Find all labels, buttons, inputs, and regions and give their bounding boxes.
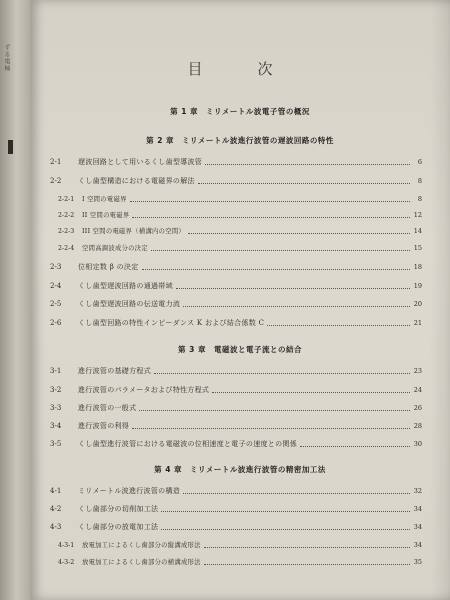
page-title: 目 次 (187, 60, 293, 78)
toc-entry[interactable] (50, 401, 422, 413)
dot-leader (161, 528, 410, 530)
section-title: 進行波管の一般式 (78, 404, 137, 412)
dot-leader (183, 492, 410, 494)
section-title: くし歯型遅波回路の通過帯域 (78, 282, 173, 290)
page-number: 34 (413, 541, 422, 549)
dot-leader (142, 268, 411, 270)
dot-leader (204, 546, 410, 548)
facing-page-edge (0, 0, 30, 600)
section-title: 空間高調波成分の決定 (82, 245, 148, 252)
page-number: 18 (413, 263, 422, 271)
section-title: 遅波回路として用いるくし歯型導波管 (78, 158, 203, 166)
page-number: 23 (413, 367, 422, 375)
page-number: 15 (413, 244, 422, 252)
page-number: 24 (413, 386, 422, 394)
section-number: 2-1 (50, 158, 62, 166)
page-number: 35 (413, 558, 422, 566)
dot-leader (132, 427, 410, 429)
page-number: 6 (417, 158, 422, 166)
section-title: 放電加工によるくし歯部分の横溝成形法 (82, 559, 201, 566)
toc-subentry[interactable] (50, 538, 422, 550)
toc-entry[interactable] (50, 260, 422, 272)
page-number: 32 (413, 487, 422, 495)
dot-leader (161, 510, 410, 512)
toc-subentry[interactable] (50, 208, 422, 220)
section-title: くし歯型進行波管における電磁波の位相速度と電子の速度との関係 (78, 440, 297, 448)
page-number: 28 (413, 422, 422, 430)
toc-entry[interactable] (50, 364, 422, 376)
page-number: 34 (413, 505, 422, 513)
section-title: II 空間の電磁界 (82, 212, 130, 219)
page-number: 21 (413, 319, 422, 327)
chapter-heading: 第 4 章 ミリメートル波進行波管の精密加工法 (154, 465, 326, 474)
section-number: 4-3-1 (58, 542, 75, 549)
dot-leader (151, 249, 410, 251)
page-number: 8 (417, 177, 422, 185)
dot-leader (198, 182, 410, 184)
section-title: III 空間の電磁界（横溝内の空間） (82, 228, 186, 235)
section-title: ミリメートル波進行波管の構造 (78, 487, 181, 495)
chapter-heading: 第 2 章 ミリメートル波進行波管の遅波回路の特性 (146, 136, 334, 145)
dot-leader (300, 445, 410, 447)
section-title: くし歯部分の切削加工法 (78, 505, 159, 513)
section-title: くし歯部分の放電加工法 (78, 523, 159, 531)
dot-leader (267, 324, 410, 326)
section-number: 2-2-2 (58, 212, 75, 219)
page-number: 26 (413, 404, 422, 412)
section-number: 3-5 (50, 440, 62, 448)
dot-leader (204, 563, 410, 565)
page-number: 30 (413, 440, 422, 448)
section-number: 2-3 (50, 263, 62, 271)
toc-entry[interactable] (50, 437, 422, 449)
section-title: くし歯型構造における電磁界の解法 (78, 177, 195, 185)
facing-page-text: ずる電極 (3, 44, 10, 72)
section-title: 進行波管のパラメータおよび特性方程式 (78, 386, 210, 394)
section-number: 2-2 (50, 177, 62, 185)
dot-leader (183, 305, 410, 307)
toc-entry[interactable] (50, 502, 422, 514)
page-number: 20 (413, 300, 422, 308)
section-number: 4-1 (50, 487, 62, 495)
toc-subentry[interactable] (50, 241, 422, 253)
chapter-heading: 第 3 章 電磁波と電子流との結合 (178, 345, 302, 354)
dot-leader (130, 200, 410, 202)
section-number: 3-2 (50, 386, 62, 394)
section-title: くし歯型遅波回路の伝送電力流 (78, 300, 181, 308)
facing-page-mark (8, 140, 13, 154)
dot-leader (154, 372, 410, 374)
dot-leader (139, 409, 410, 411)
section-number: 2-6 (50, 319, 62, 327)
section-number: 2-4 (50, 282, 62, 290)
toc-entry[interactable] (50, 316, 422, 328)
dot-leader (176, 287, 410, 289)
dot-leader (132, 216, 410, 218)
section-title: I 空間の電磁界 (82, 196, 127, 203)
toc-entry[interactable] (50, 279, 422, 291)
dot-leader (188, 232, 410, 234)
toc-entry[interactable] (50, 419, 422, 431)
toc-subentry[interactable] (50, 192, 422, 204)
toc-subentry[interactable] (50, 555, 422, 567)
section-number: 2-2-3 (58, 228, 75, 235)
page-number: 14 (413, 227, 422, 235)
toc-subentry[interactable] (50, 224, 422, 236)
dot-leader (205, 163, 410, 165)
section-title: 進行波管の基礎方程式 (78, 367, 151, 375)
section-number: 4-3 (50, 523, 62, 531)
section-title: 進行波管の利得 (78, 422, 130, 430)
toc-entry[interactable] (50, 520, 422, 532)
section-number: 2-2-4 (58, 245, 75, 252)
page-edge-shadow (430, 0, 450, 600)
section-number: 3-4 (50, 422, 62, 430)
page-number: 12 (413, 211, 422, 219)
section-title: くし歯型回路の特性インピーダンス K および結合係数 C (78, 319, 265, 327)
toc-entry[interactable] (50, 174, 422, 186)
section-title: 位相定数 β の決定 (78, 263, 139, 271)
chapter-heading: 第 1 章 ミリメートル波電子管の概況 (170, 107, 310, 116)
toc-entry[interactable] (50, 383, 422, 395)
page-number: 8 (417, 195, 422, 203)
section-number: 3-1 (50, 367, 62, 375)
toc-entry[interactable] (50, 155, 422, 167)
page-number: 19 (413, 282, 422, 290)
toc-page (30, 0, 450, 600)
toc-entry[interactable] (50, 297, 422, 309)
section-number: 2-2-1 (58, 196, 75, 203)
dot-leader (212, 391, 410, 393)
section-number: 4-2 (50, 505, 62, 513)
toc-entry[interactable] (50, 484, 422, 496)
section-number: 3-3 (50, 404, 62, 412)
section-title: 放電加工によるくし歯部分の縦溝成形法 (82, 542, 201, 549)
page-number: 34 (413, 523, 422, 531)
section-number: 2-5 (50, 300, 62, 308)
section-number: 4-3-2 (58, 559, 75, 566)
